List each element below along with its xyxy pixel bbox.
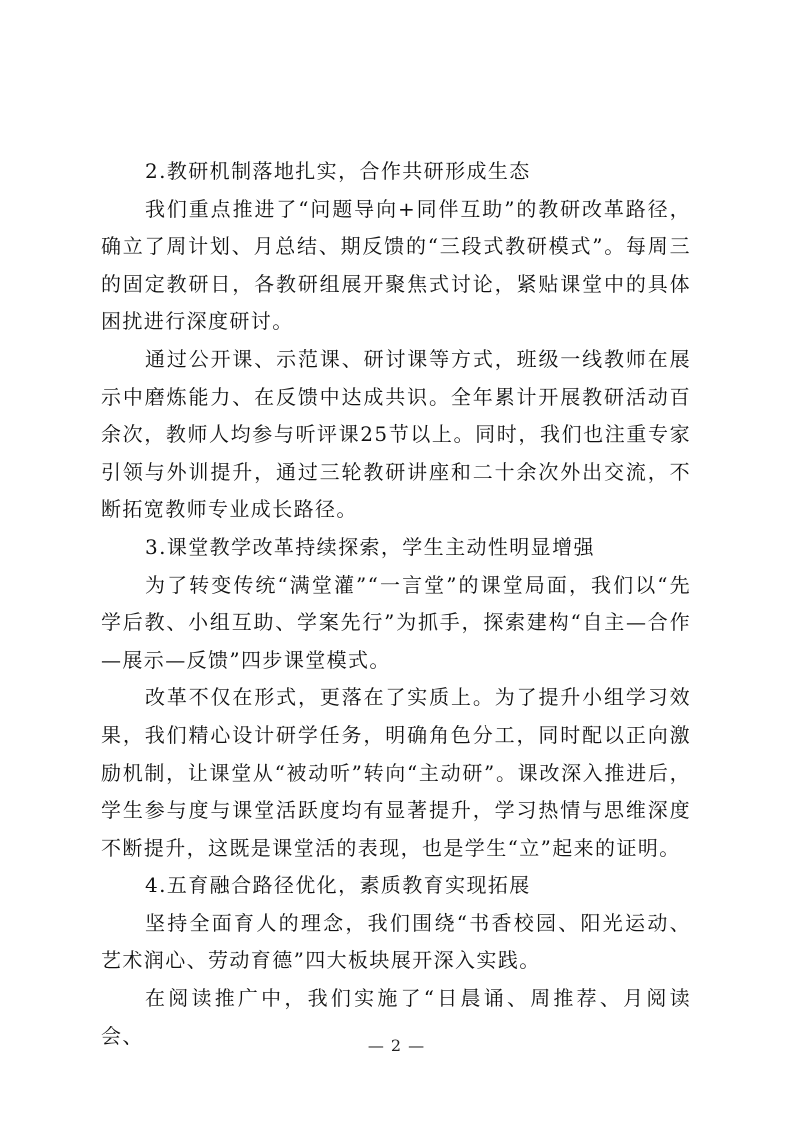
section-heading-teaching-research: 2.教研机制落地扎实，合作共研形成生态 xyxy=(145,159,531,183)
paragraph: 改革不仅在形式，更落在了实质上。为了提升小组学习效果，我们精心设计研学任务，明确角色分工，同时配以正向激励机制，让课堂从“被动听”转向“主动研”。课改深入推进后，学生参与度与课堂活跃度均有显著提升，学习热情与思维深度不断提升，这既是课堂活的表现，也是学生“立”起来的证明。 xyxy=(101,685,691,860)
paragraph: 为了转变传统“满堂灌”“一言堂”的课堂局面，我们以“先学后教、小组互助、学案先行”为抓手，探索建构“自主—合作—展示—反馈”四步课堂模式。 xyxy=(101,572,691,672)
section-heading-five-education: 4.五育融合路径优化，素质教育实现拓展 xyxy=(145,873,531,898)
paragraph: 在阅读推广中，我们实施了“日晨诵、周推荐、月阅读会、 xyxy=(101,986,691,1048)
section-heading-classroom-reform: 3.课堂教学改革持续探索，学生主动性明显增强 xyxy=(145,534,595,559)
page-number: — 2 — xyxy=(367,1036,426,1055)
paragraph: 坚持全面育人的理念，我们围绕“书香校园、阳光运动、艺术润心、劳动育德”四大板块展开深入实践。 xyxy=(101,910,691,973)
document-body xyxy=(101,153,691,1055)
paragraph: 我们重点推进了“问题导向+同伴互助”的教研改革路径，确立了周计划、月总结、期反馈的“三段式教研模式”。每周三的固定教研日，各教研组展开聚焦式讨论，紧贴课堂中的具体困扰进行深度研讨。 xyxy=(101,196,691,334)
paragraph: 通过公开课、示范课、研讨课等方式，班级一线教师在展示中磨炼能力、在反馈中达成共识。全年累计开展教研活动百余次，教师人均参与听评课25节以上。同时，我们也注重专家引领与外训提升，通过三轮教研讲座和二十余次外出交流，不断拓宽教师专业成长路径。 xyxy=(101,346,691,522)
